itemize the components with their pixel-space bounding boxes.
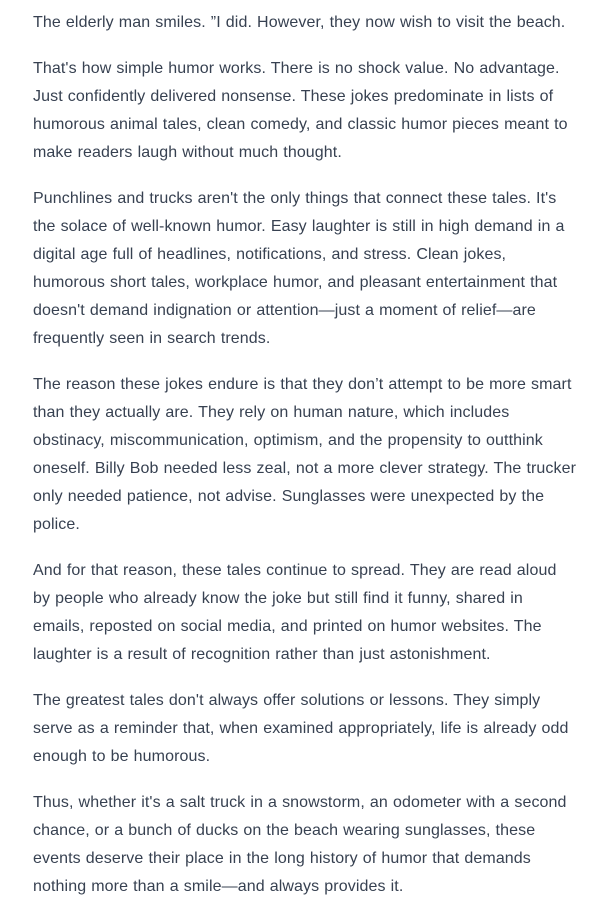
paragraph-why-jokes-endure: The reason these jokes endure is that they don’t attempt to be more smart than they actually are. They rely on human nature, which includes obstinacy, miscommunication, optimism, and the propensity to outthink oneself. Billy Bob needed less zeal, not a more clever strategy. The trucker only needed patience, not advise. Sunglasses were unexpected by the police. [33,376,577,533]
paragraph-dialogue: The elderly man smiles. ”I did. However, they now wish to visit the beach. [33,14,566,31]
paragraph-punchlines: Punchlines and trucks aren't the only things that connect these tales. It's the solace of well-known humor. Easy laughter is still in high demand in a digital age full of headlines, notifications, and stress. Clean jokes, humorous short tales, workplace humor, and pleasant entertainment that doesn't demand indignation or attention—just a moment of relief—are frequently seen in search trends. [33,190,565,347]
paragraph-greatest-tales: The greatest tales don't always offer solutions or lessons. They simply serve as a reminder that, when examined appropriately, life is already odd enough to be humorous. [33,692,569,765]
paragraph-tales-spread: And for that reason, these tales continue to spread. They are read aloud by people who already know the joke but still find it funny, shared in emails, reposted on social media, and printed on humor websites. The laughter is a result of recognition rather than just astonishment. [33,562,557,663]
paragraph-conclusion: Thus, whether it's a salt truck in a snowstorm, an odometer with a second chance, or a bunch of ducks on the beach wearing sunglasses, these events deserve their place in the long history of humor that demands nothing more than a smile—and always provides it. [33,794,567,895]
paragraph-simple-humor: That's how simple humor works. There is no shock value. No advantage. Just confidently delivered nonsense. These jokes predominate in lists of humorous animal tales, clean comedy, and classic humor pieces meant to make readers laugh without much thought. [33,60,568,161]
